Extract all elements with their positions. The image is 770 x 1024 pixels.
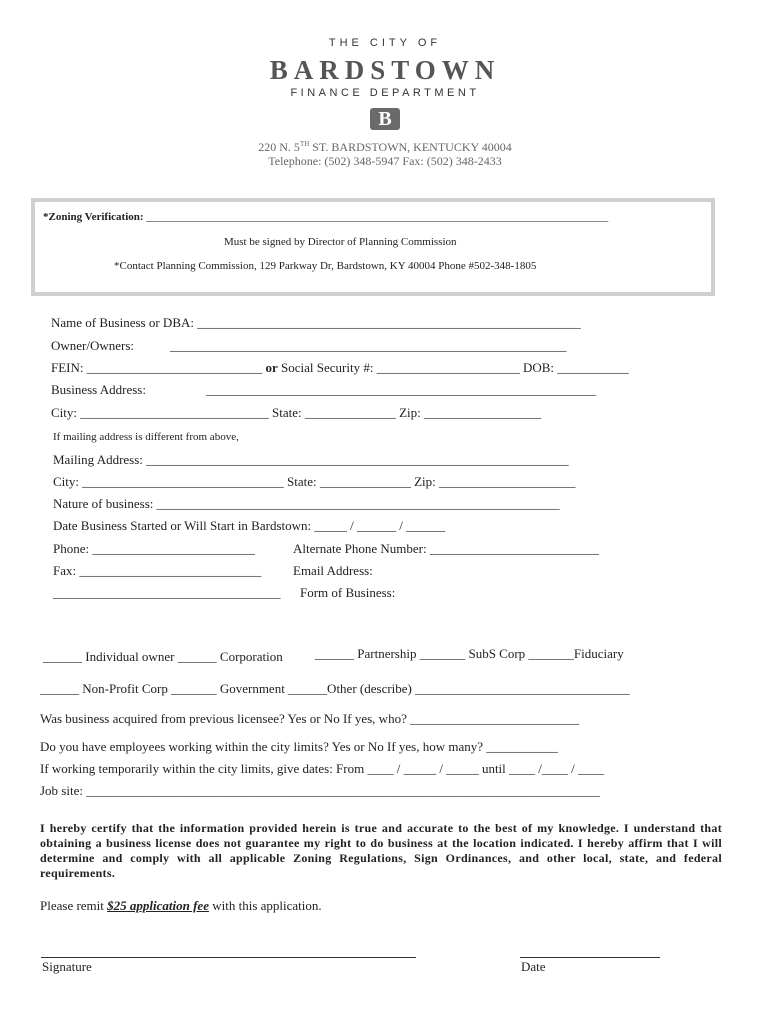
- remit-line: [40, 898, 322, 914]
- certification-statement: I hereby certify that the information provided herein is true and accurate to the best of my knowledge. I understand that obtaining a business license does not guarantee my right to do business at the location indicated. I hereby affirm that I will determine and comply with all applicable Zoning Regulations, Sign Ordinances, and other local, state, and federal requirements.: [40, 821, 722, 880]
- planning-signature-note: Must be signed by Director of Planning Commission: [224, 236, 457, 248]
- department-name: FINANCE DEPARTMENT: [290, 87, 480, 99]
- date-label: Date: [521, 959, 546, 974]
- the-city-of-text: THE CITY OF: [328, 37, 442, 49]
- planning-contact-note: *Contact Planning Commission, 129 Parkway Dr, Bardstown, KY 40004 Phone #502-348-1805: [114, 260, 537, 272]
- address-street: 220 N. 5: [258, 140, 300, 154]
- business-type-partnership-subs-fiduciary[interactable]: ______ Partnership _______ SubS Corp _______Fiduciary: [315, 646, 624, 661]
- business-name-field[interactable]: Name of Business or DBA: ___________________________________________________________: [51, 315, 581, 330]
- address-suffix: TH: [299, 140, 310, 148]
- application-fee: $25 application fee: [107, 898, 209, 913]
- job-site-field[interactable]: Job site: _______________________________________________________________________________: [40, 783, 600, 798]
- signature-label: Signature: [42, 959, 92, 974]
- city-state-zip-field[interactable]: City: _____________________________ State: ______________ Zip: __________________: [51, 405, 542, 420]
- alternate-phone-field[interactable]: Alternate Phone Number: __________________________: [293, 541, 599, 556]
- address-city: ST. BARDSTOWN, KENTUCKY 40004: [309, 140, 512, 154]
- zoning-verification-line[interactable]: [43, 211, 608, 223]
- fein-or-text: or: [265, 360, 278, 375]
- business-address-label: Business Address:: [51, 382, 146, 397]
- city-name: BARDSTOWN: [269, 55, 501, 85]
- ssn-dob-field[interactable]: Social Security #: ______________________ DOB: ___________: [277, 360, 629, 375]
- form-of-business-blank[interactable]: ___________________________________: [53, 585, 281, 600]
- owner-field[interactable]: _____________________________________________________________: [170, 338, 567, 353]
- fax-field[interactable]: Fax: ____________________________: [53, 563, 262, 578]
- business-type-nonprofit-government-other[interactable]: ______ Non-Profit Corp _______ Government ______Other (describe) _________________________________: [40, 681, 630, 696]
- date-line[interactable]: [520, 957, 660, 958]
- address-line: [0, 140, 770, 155]
- mailing-city-state-zip-field[interactable]: City: _______________________________ State: ______________ Zip: _____________________: [53, 474, 576, 489]
- acquired-question[interactable]: Was business acquired from previous licensee? Yes or No If yes, who? __________________________: [40, 711, 580, 726]
- owner-label: Owner/Owners:: [51, 338, 135, 353]
- form-of-business-label: Form of Business:: [300, 585, 396, 600]
- fein-ssn-dob-line[interactable]: [51, 360, 629, 376]
- zoning-verification-label: *Zoning Verification:: [43, 211, 144, 223]
- fein-field[interactable]: FEIN: ___________________________: [51, 360, 266, 375]
- business-type-individual-corporation[interactable]: ______ Individual owner ______ Corporation: [43, 649, 283, 664]
- employees-question[interactable]: Do you have employees working within the city limits? Yes or No If yes, how many? ___________: [40, 739, 558, 754]
- nature-of-business-field[interactable]: Nature of business: ______________________________________________________________: [53, 496, 560, 511]
- phone-field[interactable]: Phone: _________________________: [53, 541, 255, 556]
- date-started-field[interactable]: Date Business Started or Will Start in Bardstown: _____ / ______ / ______: [53, 518, 446, 533]
- phone-line: Telephone: (502) 348-5947 Fax: (502) 348-2433: [268, 154, 502, 168]
- temporary-dates-question[interactable]: If working temporarily within the city limits, give dates: From ____ / _____ / _____ until ____ /____ / ____: [40, 761, 605, 776]
- mailing-address-field[interactable]: Mailing Address: _________________________________________________________________: [53, 452, 569, 467]
- remit-suffix: with this application.: [208, 898, 322, 913]
- signature-line[interactable]: [41, 957, 416, 958]
- mailing-note: If mailing address is different from above,: [53, 431, 239, 443]
- business-address-field[interactable]: ____________________________________________________________: [206, 382, 596, 397]
- remit-prefix: Please remit: [40, 898, 108, 913]
- city-logo-icon: B: [370, 108, 400, 130]
- zoning-verification-blank[interactable]: ____________________________________________________________________________________: [146, 211, 609, 223]
- email-label: Email Address:: [293, 563, 373, 578]
